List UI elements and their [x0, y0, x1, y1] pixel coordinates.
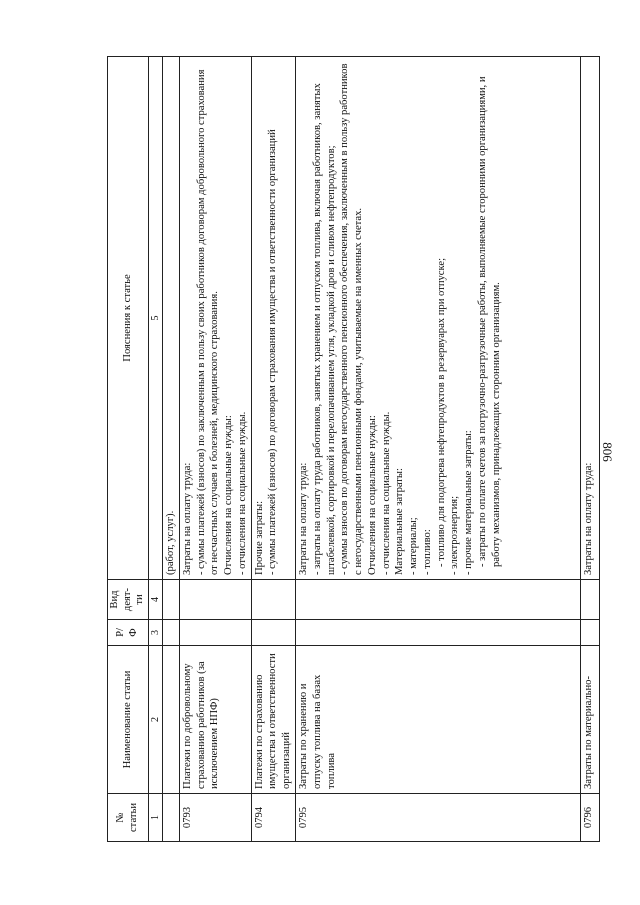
- row-number: 0794: [251, 794, 295, 842]
- row-number: 0796: [581, 794, 600, 842]
- row-number: [163, 794, 180, 842]
- column-number: 3: [149, 620, 163, 646]
- table-row: [163, 57, 180, 842]
- row-rf: [296, 620, 581, 646]
- row-activity-type: [179, 580, 251, 620]
- column-number: 4: [149, 580, 163, 620]
- row-rf: [179, 620, 251, 646]
- row-explanation: Затраты на оплату труда: - затраты на оплату труда работников, занятых хранением и отпуском топлива, включая работников, занятых штабелевкой, сортировкой и перелопачиванием угля, укладкой дров и сливом нефтепродуктов; - суммы взносов по договорам негосударственного пенсионного обеспечения, заключенным в пользу работников с негосударственными пенсионными фондами, учитываемые на именных счетах. Отчисления на социальные нужды: - отчисления на социальные нужды. Материальные затраты: - материалы; - топливо: - топливо для подогрева нефтепродуктов в резервуарах при отпуске; - электроэнергия; - прочие материальные затраты: - затраты по оплате счетов за погрузочно-разгрузочные работы, выполняемые сторонними организациями, и работу механизмов, принадлежащих сторонним организациям.: [296, 57, 581, 580]
- column-number: 5: [149, 57, 163, 580]
- row-rf: [581, 620, 600, 646]
- cost-items-table: [107, 56, 600, 842]
- column-numbers-row: [149, 57, 163, 842]
- table-row: [179, 57, 251, 842]
- page-number: 806: [600, 442, 615, 462]
- row-rf: [163, 620, 180, 646]
- row-number: 0793: [179, 794, 251, 842]
- header-item-name: Наименование статьи: [108, 646, 149, 794]
- rotated-table-area: [107, 56, 594, 842]
- row-activity-type: [296, 580, 581, 620]
- table-row: [296, 57, 581, 842]
- table-header-row: [108, 57, 149, 842]
- row-item-name: Затраты по хранению и отпуску топлива на базах топлива: [296, 646, 581, 794]
- row-item-name: [163, 646, 180, 794]
- column-number: 2: [149, 646, 163, 794]
- row-item-name: Платежи по страхованию имущества и ответственности организаций: [251, 646, 295, 794]
- header-explanation: Пояснения к статье: [108, 57, 149, 580]
- row-activity-type: [581, 580, 600, 620]
- row-item-name: Затраты по материально-: [581, 646, 600, 794]
- row-activity-type: [163, 580, 180, 620]
- table-row: [251, 57, 295, 842]
- row-explanation: (работ, услуг).: [163, 57, 180, 580]
- row-activity-type: [251, 580, 295, 620]
- row-explanation: Прочие затраты: - суммы платежей (взносов) по договорам страхования имущества и ответственности организаций: [251, 57, 295, 580]
- column-number: 1: [149, 794, 163, 842]
- row-explanation: Затраты на оплату труда: - суммы платежей (взносов) по заключенным в пользу своих работников договорам добровольного страхования от несчастных случаев и болезней, медицинского страхования. Отчисления на социальные нужды: - отчисления на социальные нужды.: [179, 57, 251, 580]
- row-number: 0795: [296, 794, 581, 842]
- row-item-name: Платежи по добровольному страхованию работников (за исключением НПФ): [179, 646, 251, 794]
- header-activity-type: Вид деят-ти: [108, 580, 149, 620]
- row-rf: [251, 620, 295, 646]
- header-number: № статьи: [108, 794, 149, 842]
- header-rf: Р/ Ф: [108, 620, 149, 646]
- table-row: [581, 57, 600, 842]
- row-explanation: Затраты на оплату труда:: [581, 57, 600, 580]
